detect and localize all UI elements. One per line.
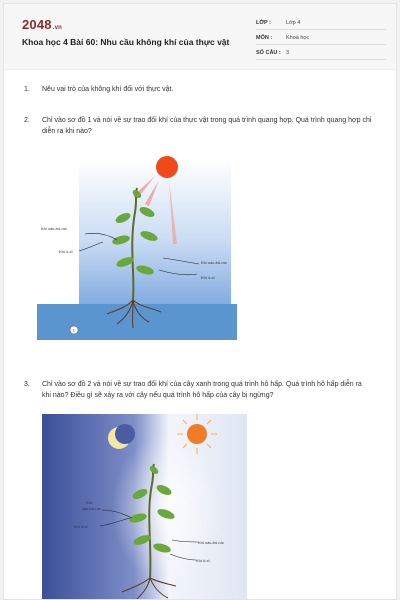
figure-1-svg xyxy=(37,152,237,340)
meta-row-class xyxy=(256,18,386,30)
meta-label: MÔN : xyxy=(256,35,273,41)
label-gas-left-1: Khí xyxy=(86,500,93,505)
logo-brand: 2048 xyxy=(22,17,52,32)
label-o2-right: Khí ô-xi xyxy=(201,275,215,280)
sun-icon xyxy=(177,414,217,454)
label-o2-out: Khí ô-xi xyxy=(59,249,73,254)
label-co2-in: Khí các-bô-níc xyxy=(41,226,67,231)
meta-label: LỚP : xyxy=(256,20,271,26)
figure-2-svg xyxy=(42,414,247,600)
label-o2-right: Khí ô-xi xyxy=(196,558,210,563)
meta-row-subject xyxy=(256,33,386,45)
meta-value: Lớp 4 xyxy=(286,20,301,26)
meta-row-count xyxy=(256,48,386,60)
figure-2-respiration xyxy=(42,414,247,600)
question-text: Chỉ vào sơ đồ 1 và nói về sự trao đổi khí của thực vật trong quá trình quang hợp. Quá trình quang hợp chỉ diễn ra khi nào? xyxy=(42,117,372,135)
question-text: Nêu vai trò của không khí đối với thực vật. xyxy=(42,86,174,93)
worksheet-page xyxy=(3,3,397,600)
question-number: 3. xyxy=(24,381,30,388)
label-co2-right: Khí các-bô-níc xyxy=(201,260,227,265)
label-gas-left-2: các-bô-níc xyxy=(82,506,101,511)
question-number: 1. xyxy=(24,86,30,93)
page-title: Khoa học 4 Bài 60: Nhu cầu không khí của thực vật xyxy=(22,37,230,47)
figure-number: 1 xyxy=(72,327,76,333)
site-logo[interactable] xyxy=(22,17,62,32)
meta-label: SỐ CÂU : xyxy=(256,50,281,56)
figure-1-water xyxy=(37,304,237,340)
label-gas-left-3: Khí ô-xi xyxy=(74,524,88,529)
moon-shadow xyxy=(115,424,135,444)
figure-1-photosynthesis xyxy=(37,152,237,340)
question-text: Chỉ vào sơ đồ 2 và nói về sự trao đổi khí của cây xanh trong quá trình hô hấp. Quá trình hô hấp diễn ra khi nào? Điều gì sẽ xảy ra với cây nếu quá trình hô hấp của cây bị ngừng? xyxy=(42,381,362,399)
meta-value: 3 xyxy=(286,50,290,56)
meta-value: Khoa học xyxy=(286,35,310,41)
sun-icon xyxy=(156,156,178,178)
worksheet-header xyxy=(4,4,396,70)
logo-suffix: .vn xyxy=(52,25,63,31)
label-co2-right: Khí các-bô-níc xyxy=(198,540,224,545)
question-number: 2. xyxy=(24,117,30,124)
